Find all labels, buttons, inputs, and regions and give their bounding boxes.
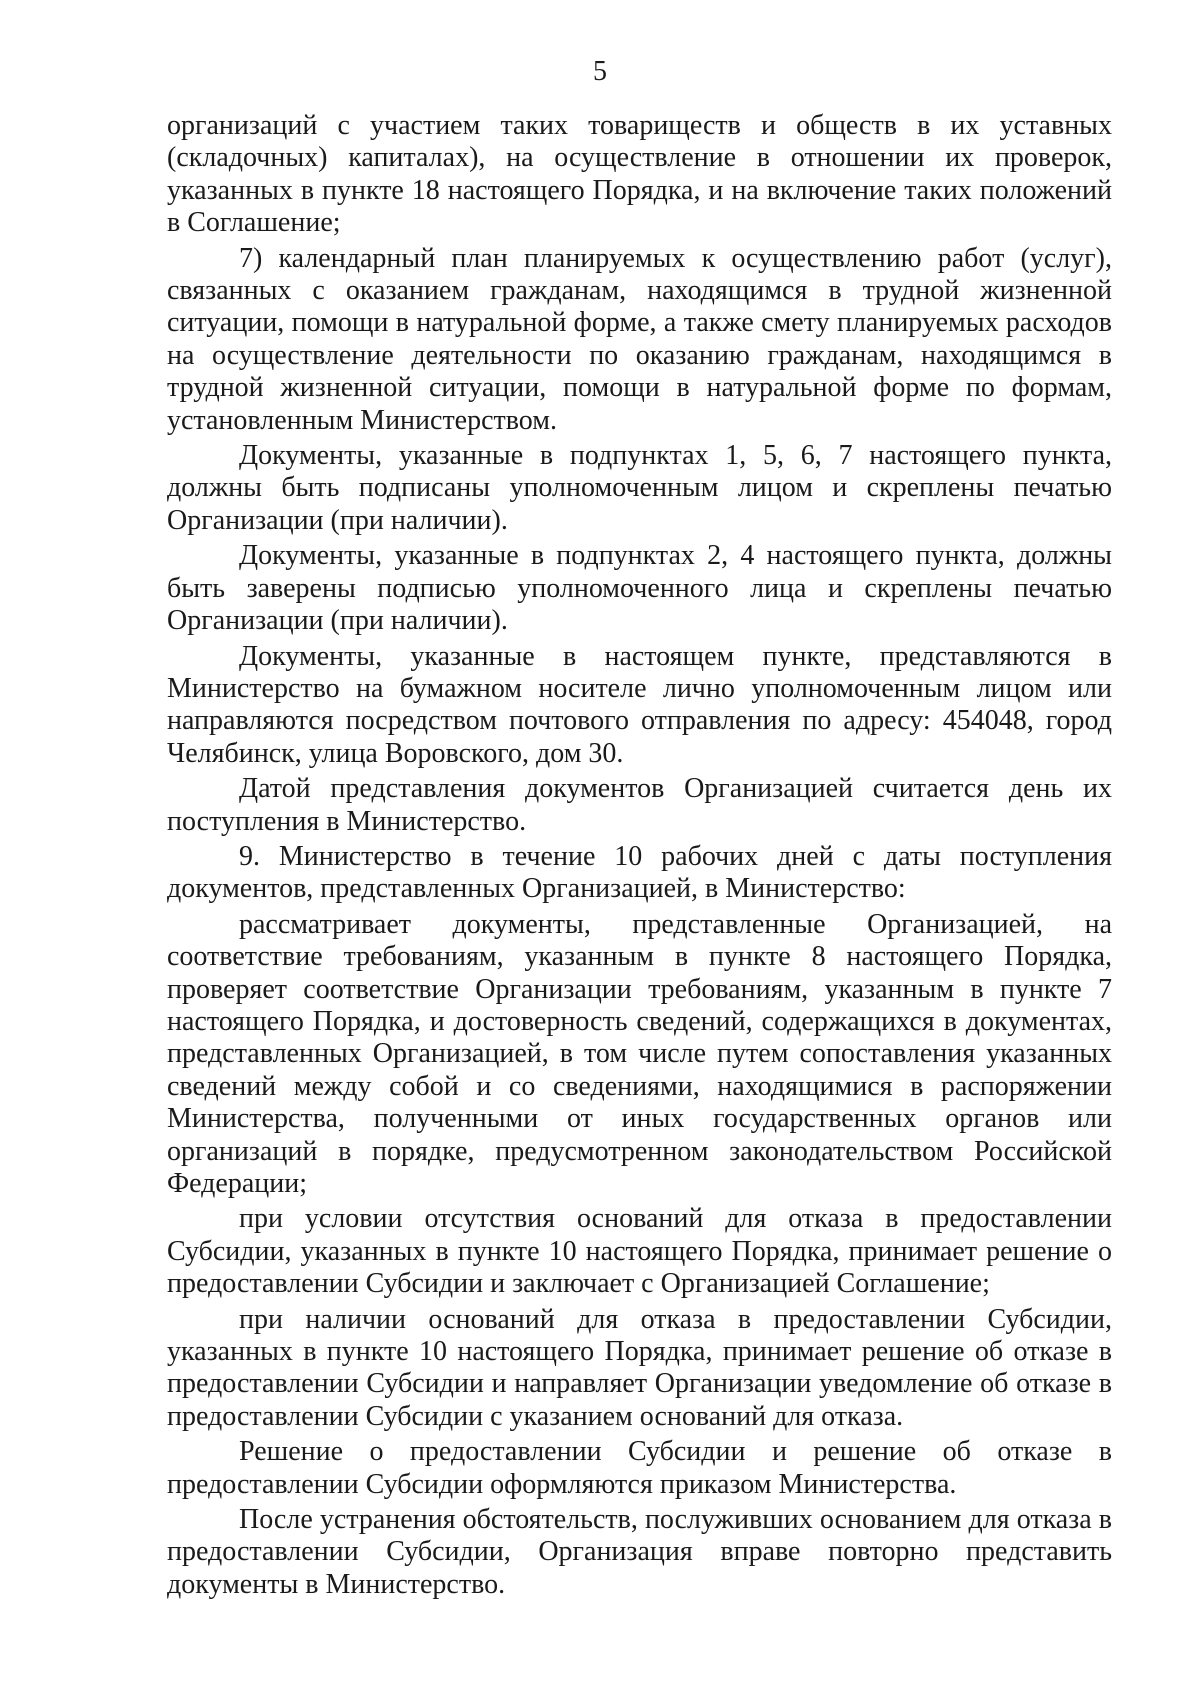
paragraph-decision-form: Решение о предоставлении Субсидии и решение об отказе в предоставлении Субсидии оформляются приказом Министерства. <box>167 1436 1112 1500</box>
paragraph-resubmission: После устранения обстоятельств, послуживших основанием для отказа в предоставлении Субсидии, Организация вправе повторно представить документы в Министерство. <box>167 1504 1112 1600</box>
paragraph-approval: при условии отсутствия оснований для отказа в предоставлении Субсидии, указанных в пункте 10 настоящего Порядка, принимает решение о предоставлении Субсидии и заключает с Организацией Соглашение; <box>167 1203 1112 1300</box>
paragraph-review: рассматривает документы, представленные Организацией, на соответствие требованиям, указанным в пункте 8 настоящего Порядка, проверяет соответствие Организации требованиям, указанным в пункте 7 настоящего Порядка, и достоверность сведений, содержащихся в документах, представленных Организацией, в том числе путем сопоставления указанных сведений между собой и со сведениями, находящимися в распоряжении Министерства, полученными от иных государственных органов или организаций в порядке, предусмотренном законодательством Российской Федерации; <box>167 908 1112 1199</box>
paragraph-submission-date: Датой представления документов Организацией считается день их поступления в Министерство. <box>167 773 1112 837</box>
paragraph-submission-address: Документы, указанные в настоящем пункте, представляются в Министерство на бумажном носителе лично уполномоченным лицом или направляются посредством почтового отправления по адресу: 454048, город Челябинск, улица Воровского, дом 30. <box>167 640 1112 769</box>
paragraph-continuation: организаций с участием таких товариществ и обществ в их уставных (складочных) капиталах), на осуществление в отношении их проверок, указанных в пункте 18 настоящего Порядка, и на включение таких положений в Соглашение; <box>167 110 1112 239</box>
page-number: 5 <box>593 56 607 87</box>
document-body <box>167 110 1112 1604</box>
paragraph-item-9: 9. Министерство в течение 10 рабочих дней с даты поступления документов, представленных Организацией, в Министерство: <box>167 840 1112 905</box>
paragraph-refusal: при наличии оснований для отказа в предоставлении Субсидии, указанных в пункте 10 настоящего Порядка, принимает решение об отказе в предоставлении Субсидии и направляет Организации уведомление об отказе в предоставлении Субсидии с указанием оснований для отказа. <box>167 1303 1112 1432</box>
paragraph-certified-documents: Документы, указанные в подпунктах 2, 4 настоящего пункта, должны быть заверены подписью уполномоченного лица и скреплены печатью Организации (при наличии). <box>167 540 1112 637</box>
paragraph-item-7: 7) календарный план планируемых к осуществлению работ (услуг), связанных с оказанием гражданам, находящимся в трудной жизненной ситуации, помощи в натуральной форме, а также смету планируемых расходов на осуществление деятельности по оказанию гражданам, находящимся в трудной жизненной ситуации, помощи в натуральной форме по формам, установленным Министерством. <box>167 242 1112 436</box>
paragraph-signed-documents: Документы, указанные в подпунктах 1, 5, 6, 7 настоящего пункта, должны быть подписаны уполномоченным лицом и скреплены печатью Организации (при наличии). <box>167 440 1112 536</box>
